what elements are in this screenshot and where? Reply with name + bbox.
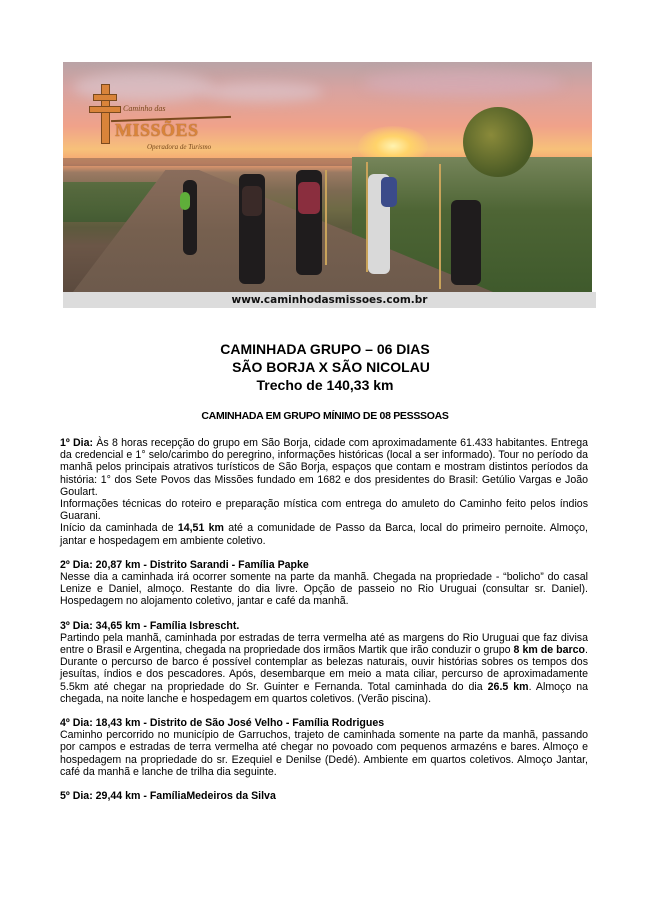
bold-text: 14,51 km [177, 522, 224, 535]
day-heading: 3º Dia: 34,65 km - Família Isbrescht. [60, 619, 240, 632]
day-heading: 5º Dia: 29,44 km - FamíliaMedeiros da Silva [60, 790, 276, 803]
day-paragraph [60, 729, 588, 778]
day-section [60, 790, 588, 802]
tree-shape [463, 107, 533, 177]
day-paragraph [60, 571, 588, 608]
day-heading: 4º Dia: 18,43 km - Distrito de São José Velho - Família Rodrigues [60, 717, 385, 730]
title-line-2: SÃO BORJA X SÃO NICOLAU [232, 359, 430, 375]
logo-title-text: MISSÕES [115, 120, 199, 140]
day-heading: 2º Dia: 20,87 km - Distrito Sarandi - Família Papke [60, 558, 309, 571]
title-line-3: Trecho de 140,33 km [256, 377, 394, 393]
group-minimum-subtitle: CAMINHADA EM GRUPO MÍNIMO DE 08 PESSSOAS [201, 410, 449, 422]
backpack-shape [242, 186, 262, 216]
day-paragraph [60, 632, 588, 705]
walking-staff [325, 170, 327, 265]
body-text: até a comunidade de Passo da Barca, local do primeiro pernoite. Almoço, jantar e hospedagem em ambiente coletivo. [60, 522, 588, 547]
walking-staff [439, 164, 441, 289]
title-line-1: CAMINHADA GRUPO – 06 DIAS [220, 341, 430, 357]
logo-subtitle-text: Operadora de Turismo [147, 143, 212, 151]
body-text: . Almoço na chegada, na noite lanche e hospedagem em quartos coletivos. (Verão piscina). [60, 680, 589, 705]
cloud-shape [363, 70, 563, 96]
day-section [60, 717, 588, 778]
day-paragraph [60, 522, 588, 546]
backpack-shape [298, 182, 320, 214]
banner-photo [63, 62, 592, 292]
day-paragraph [60, 437, 588, 498]
walking-staff [366, 162, 368, 272]
logo-small-text: Caminho das [123, 104, 166, 113]
bold-text: 1º Dia: [60, 437, 94, 449]
body-text: Nesse dia a caminhada irá ocorrer somente na parte da manhã. Chegada na propriedade - “bolicho” do casal Lenize e Daniel, almoço. Restante do dia livre. Opção de passeio no Rio Uruguai (consultar sr. Daniel). Hospedagem no alojamento coletivo, jantar e café da manhã. [60, 571, 588, 608]
body-text: . Durante o percurso de barco é possível contemplar as belezas naturais, ouvir histórias sobres os tempos dos jesuítas, índios e dos pescadores. Após, desembarque em meio a mata ciliar, percurso de aproximadamente 5.5km até chegar na propriedade do Sr. Guinter e Fernanda. Total caminhada do dia [60, 644, 588, 693]
body-text: Início da caminhada de [60, 522, 178, 535]
day-paragraph [60, 498, 588, 522]
website-url: www.caminhodasmissoes.com.br [63, 292, 596, 308]
body-text: Informações técnicas do roteiro e preparação mística com entrega do amuleto do Caminho feito pelos índios Guarani. [60, 498, 588, 523]
caminho-das-missoes-logo [79, 80, 229, 160]
backpack-shape [381, 177, 397, 207]
itinerary-body [60, 437, 588, 814]
backpack-shape [180, 192, 190, 210]
body-text: Partindo pela manhã, caminhada por estradas de terra vermelha até as margens do Rio Uruguai que faz divisa entre o Brasil e Argentina, chegada na propriedade dos irmãos Martik que irão conduzir o grupo [60, 631, 588, 657]
day-section [60, 620, 588, 705]
body-text: Caminho percorrido no município de Garruchos, trajeto de caminhada somente na parte da manhã, passando por campos e estradas de terra vermelha até chegar no povoado com pequenos armazéns e bares. Almoço e hospedagem na propriedade do sr. Ezequiel e Denilse (Dedé). Ambiente em quartos coletivos. Almoço Jantar, café da manhã e lanche de trilha dia seguinte. [60, 729, 588, 778]
bold-text: 26.5 km [487, 680, 529, 693]
day-section [60, 437, 588, 547]
body-text: Às 8 horas recepção do grupo em São Borja, cidade com aproximadamente 61.433 habitantes. Entrega da credencial e 1° selo/carimbo do peregrino, informações históricas (local a ser informado). Tour no período da manhã pelos principais atrativos turísticos de São Borja, espaços que contam e mostram distintos períodos da história: 1° dos Sete Povos das Missões fundado em 1682 e dos presidentes do Brasil: Getúlio Vargas e João Goulart. [60, 437, 589, 498]
day-section [60, 559, 588, 608]
hiker-figure [451, 200, 481, 285]
bold-text: 8 km de barco [513, 644, 586, 657]
